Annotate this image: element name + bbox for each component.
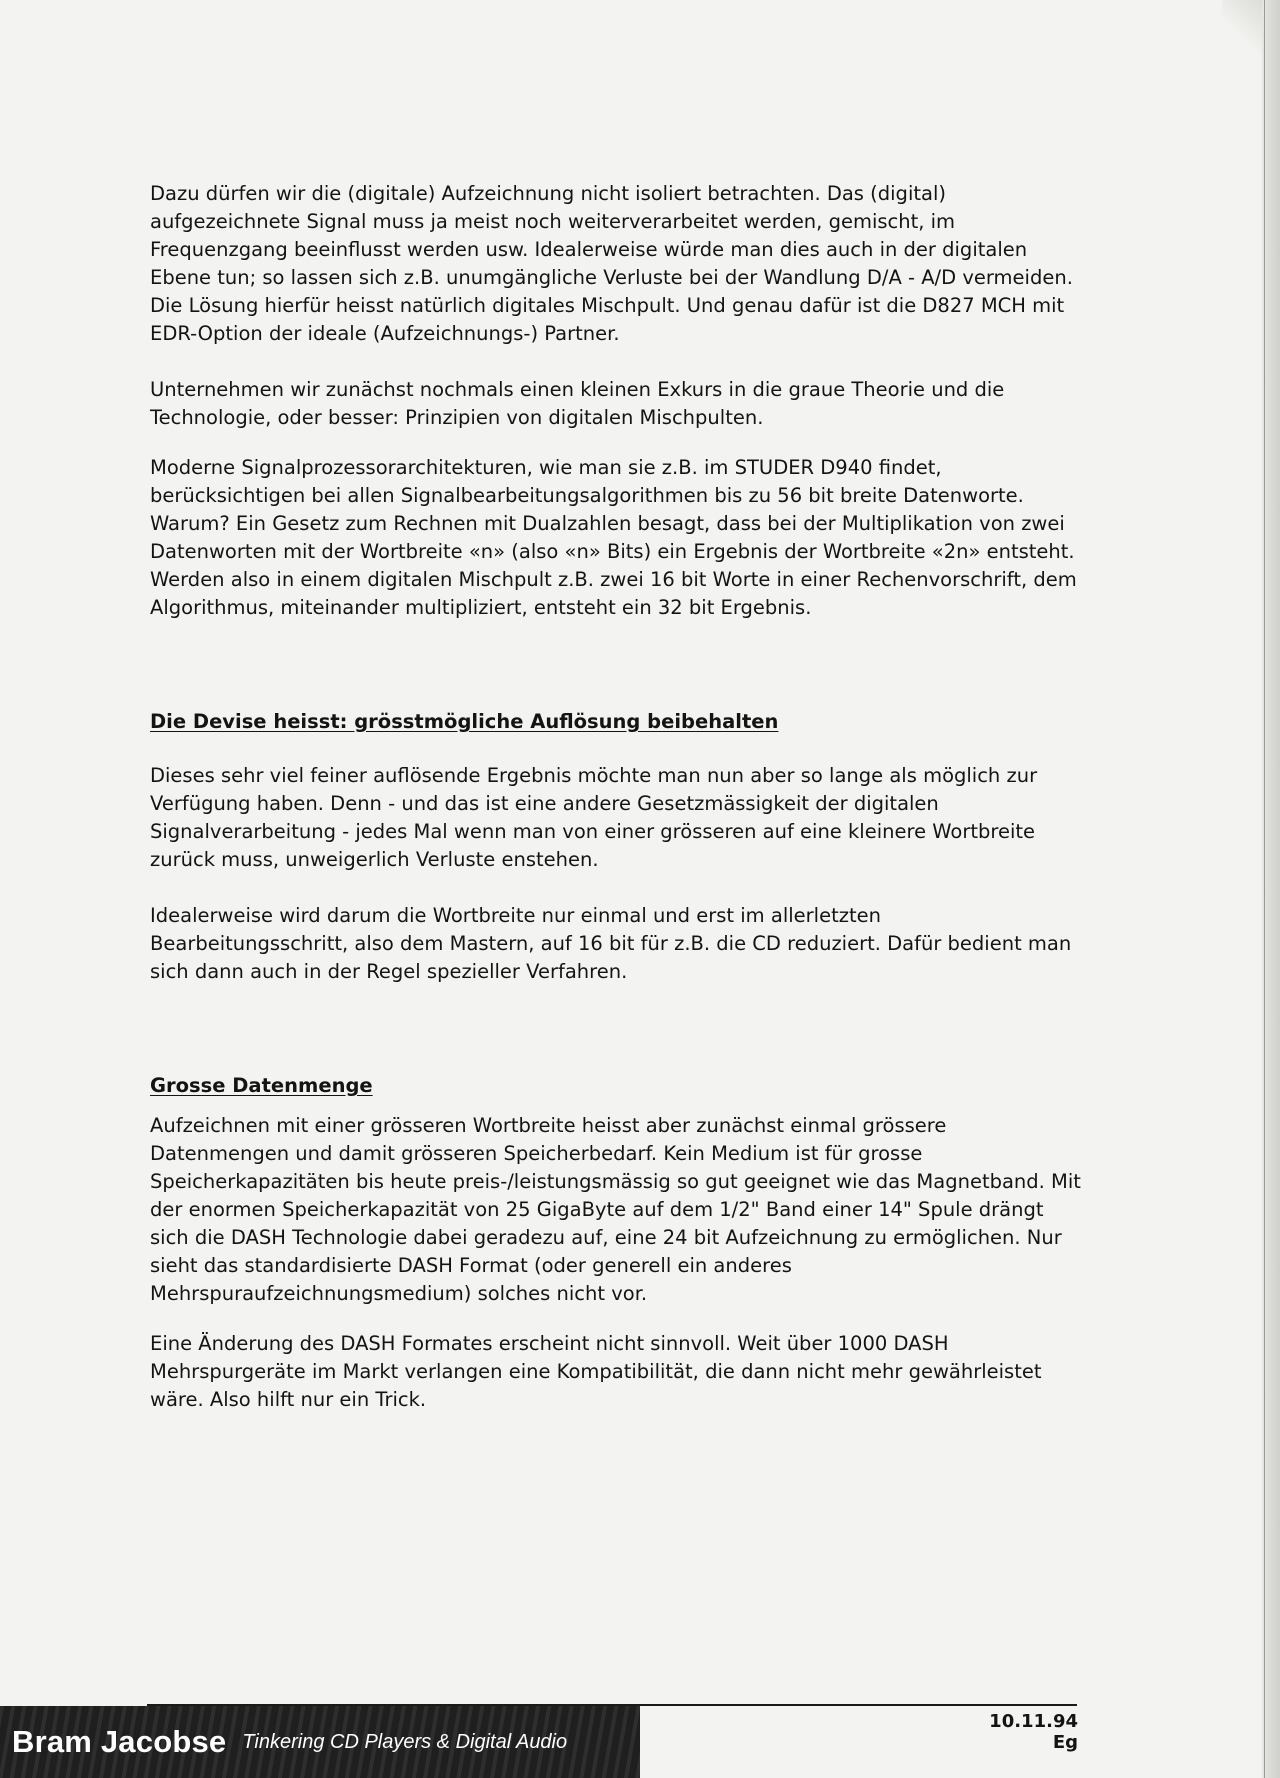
section-heading-data-volume: Grosse Datenmenge: [150, 1074, 373, 1097]
page-corner-fold: [1222, 0, 1262, 60]
section-1-paragraph-2: Idealerweise wird darum die Wortbreite nur einmal und erst im allerletzten Bearbeitungsschritt, also dem Mastern, auf 16 bit für z.B. die CD reduziert. Dafür bedient man sich dann auch in der Regel spezieller Verfahren.: [150, 904, 1072, 983]
document-body: [150, 180, 1085, 1414]
intro-paragraph-3: Moderne Signalprozessorarchitekturen, wie man sie z.B. im STUDER D940 findet, berücksichtigen bei allen Signalbearbeitungsalgorithmen bis zu 56 bit breite Datenworte. Warum? Ein Gesetz zum Rechnen mit Dualzahlen besagt, dass bei der Multiplikation von zwei Datenworten mit der Wortbreite «n» (also «n» Bits) ein Ergebnis der Wortbreite «2n» entsteht. Werden also in einem digitalen Mischpult z.B. zwei 16 bit Worte in einer Rechenvorschrift, dem Algorithmus, miteinander multipliziert, entsteht ein 32 bit Ergebnis.: [150, 456, 1077, 619]
section-2-paragraph-1: Aufzeichnen mit einer grösseren Wortbreite heisst aber zunächst einmal grössere Datenmengen und damit grösseren Speicherbedarf. Kein Medium ist für grosse Speicherkapazitäten bis heute preis-/leistungsmässig so gut geeignet wie das Magnetband. Mit der enormen Speicherkapazität von 25 GigaByte auf dem 1/2" Band einer 14" Spule drängt sich die DASH Technologie dabei geradezu auf, eine 24 bit Aufzeichnung zu ermöglichen. Nur sieht das standardisierte DASH Format (oder generell ein anderes Mehrspuraufzeichnungsmedium) solches nicht vor.: [150, 1114, 1081, 1305]
section-heading-resolution: Die Devise heisst: grösstmögliche Auflösung beibehalten: [150, 710, 779, 733]
banner-name: Bram Jacobse: [12, 1724, 227, 1759]
section-2-paragraph-2: Eine Änderung des DASH Formates erscheint nicht sinnvoll. Weit über 1000 DASH Mehrspurgeräte im Markt verlangen eine Kompatibilität, die dann nicht mehr gewährleistet wäre. Also hilft nur ein Trick.: [150, 1332, 1042, 1411]
footer-date: 10.11.94 Eg: [989, 1711, 1078, 1753]
watermark-banner: [0, 1706, 640, 1778]
page-edge: [1262, 0, 1280, 1778]
intro-paragraph-2: Unternehmen wir zunächst nochmals einen kleinen Exkurs in die graue Theorie und die Technologie, oder besser: Prinzipien von digitalen Mischpulten.: [150, 378, 1005, 429]
intro-paragraph-1: Dazu dürfen wir die (digitale) Aufzeichnung nicht isoliert betrachten. Das (digital) aufgezeichnete Signal muss ja meist noch weiterverarbeitet werden, gemischt, im Frequenzgang beeinflusst werden usw. Idealerweise würde man dies auch in der digitalen Ebene tun; so lassen sich z.B. unumgängliche Verluste bei der Wandlung D/A - A/D vermeiden. Die Lösung hierfür heisst natürlich digitales Mischpult. Und genau dafür ist die D827 MCH mit EDR-Option der ideale (Aufzeichnungs-) Partner.: [150, 182, 1073, 345]
section-1-paragraph-1: Dieses sehr viel feiner auflösende Ergebnis möchte man nun aber so lange als möglich zur Verfügung haben. Denn - und das ist eine andere Gesetzmässigkeit der digitalen Signalverarbeitung - jedes Mal wenn man von einer grösseren auf eine kleinere Wortbreite zurück muss, unweigerlich Verluste enstehen.: [150, 764, 1038, 871]
banner-tagline: Tinkering CD Players & Digital Audio: [242, 1730, 568, 1753]
